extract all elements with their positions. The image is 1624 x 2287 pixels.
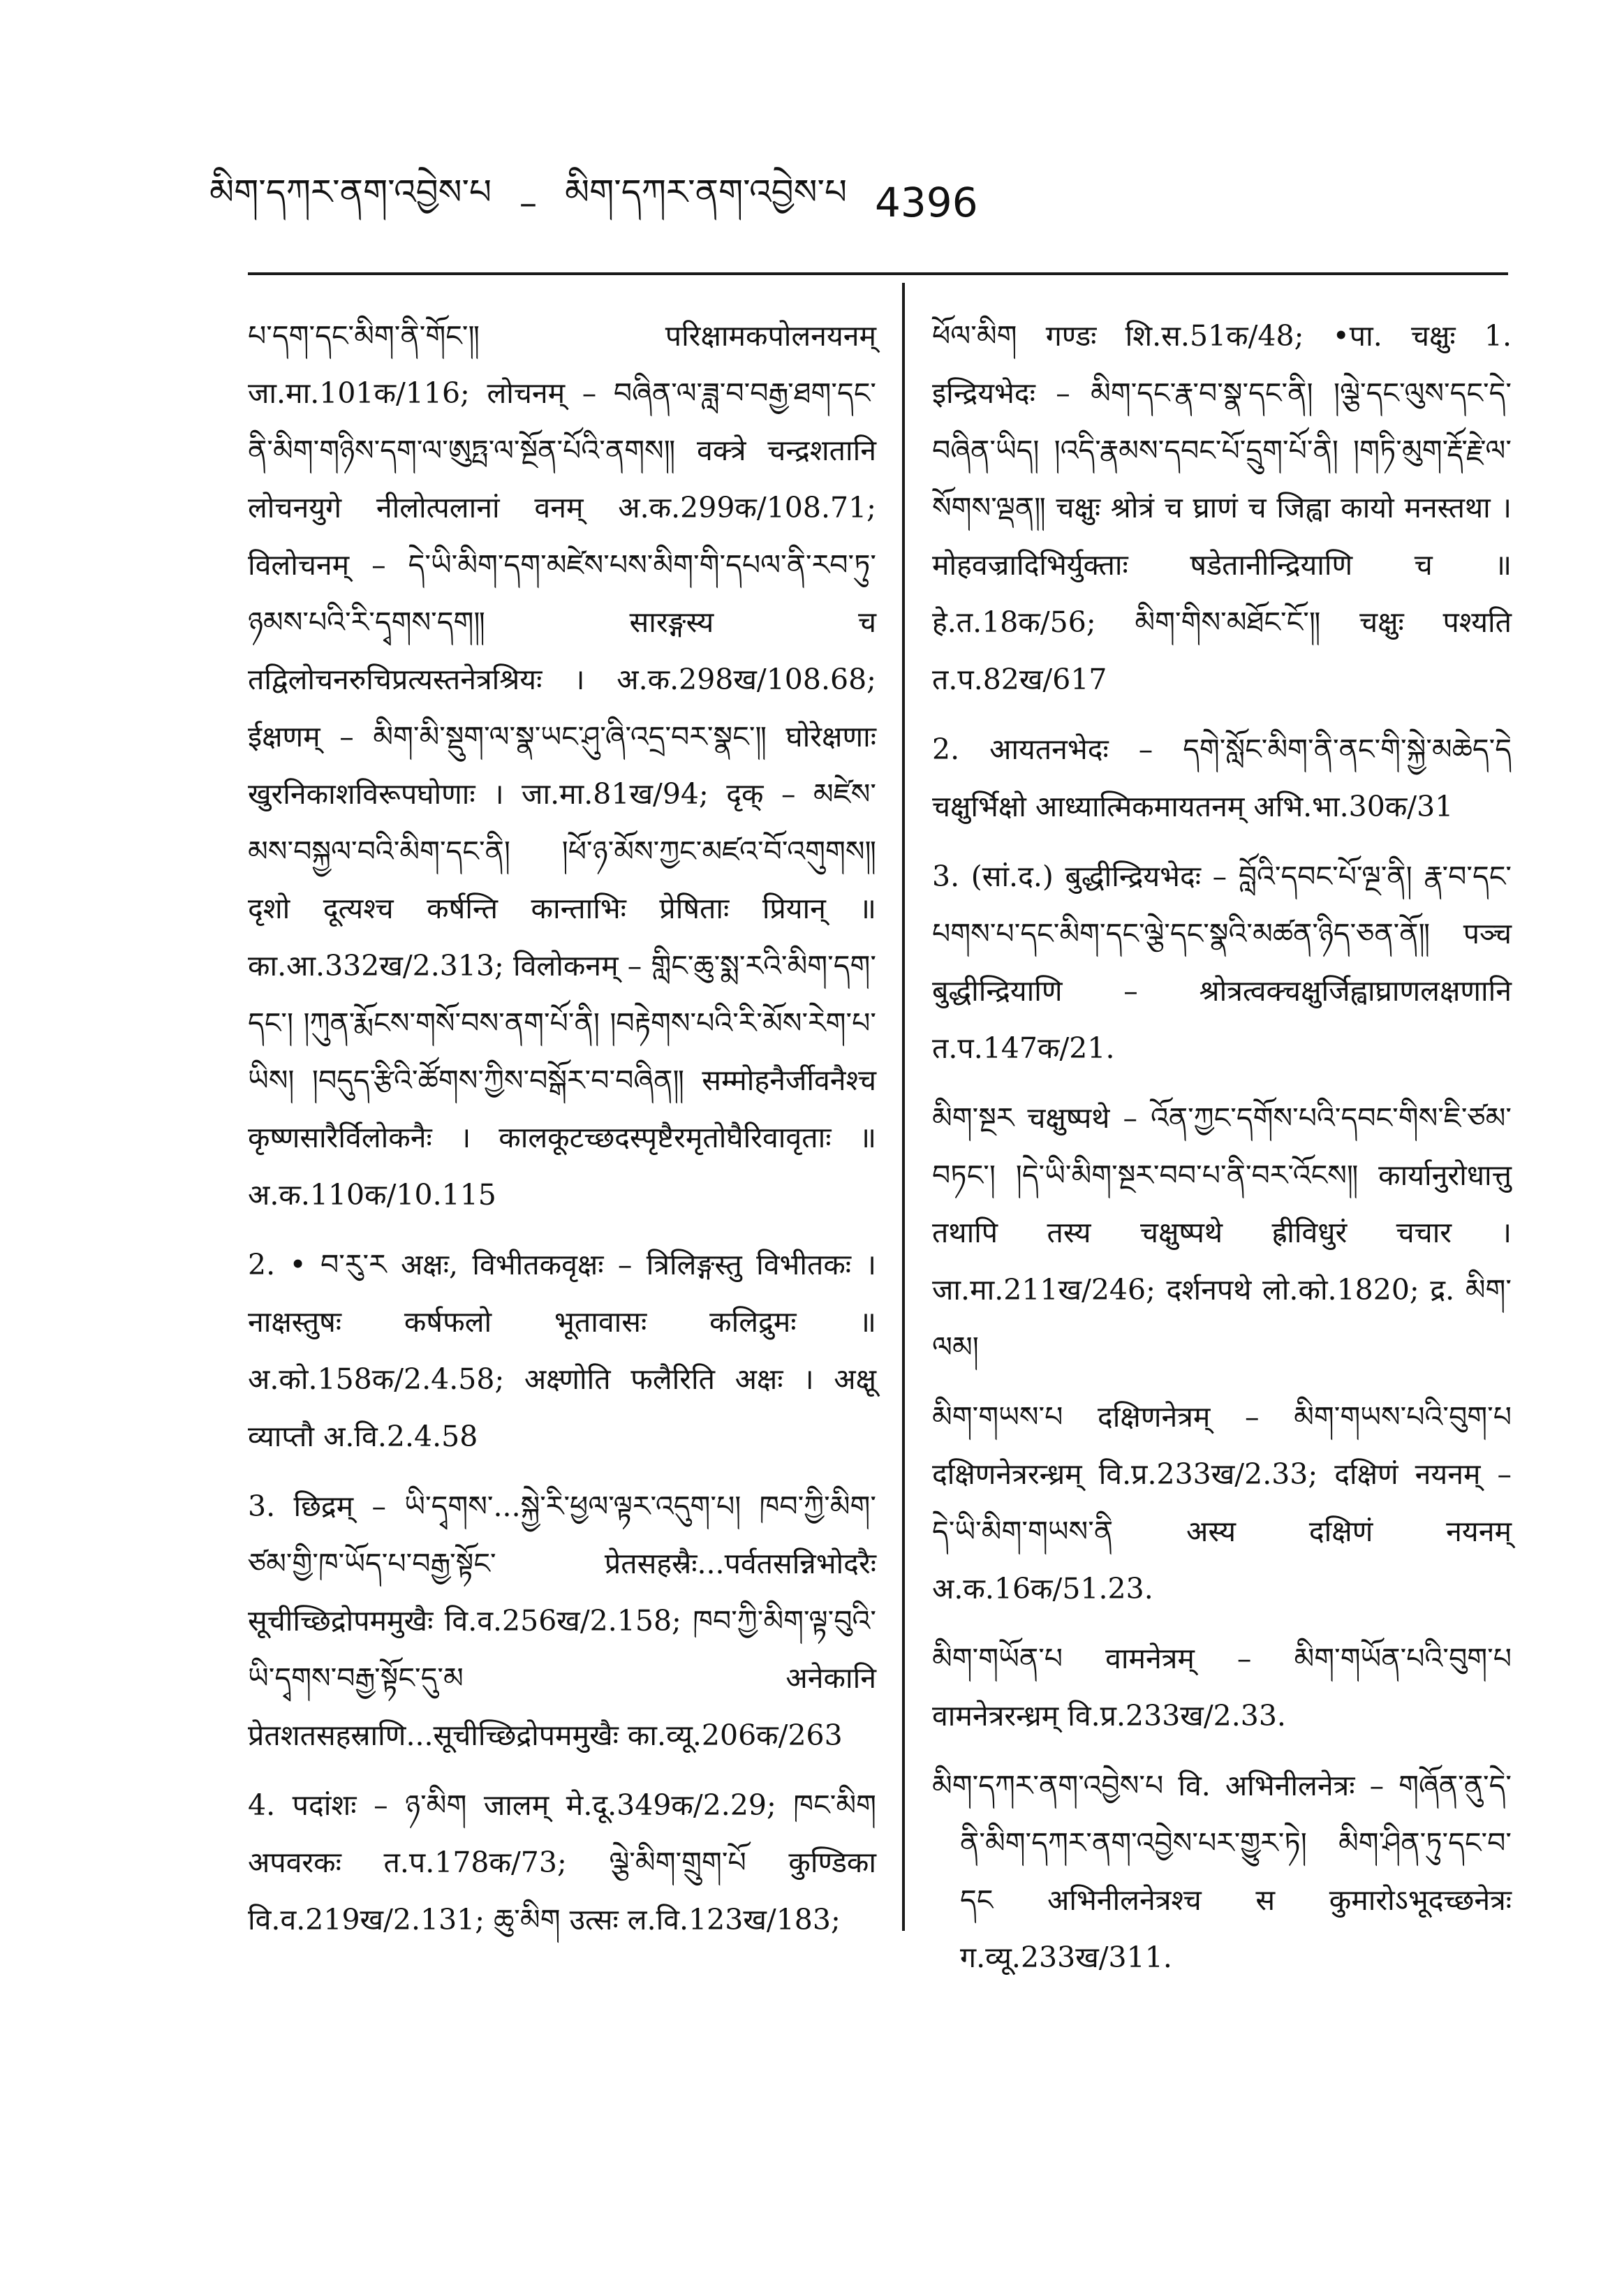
right-paragraph-3: 3. (सां.द.) बुद्धीन्द्रियभेदः – བློའི་དབང་པོ་ལྔ་ནི། རྣ་བ་དང་ པགས་པ་དང་མིག་དང་ལྕེ་དང་སྣའི་མཚན་ཉིད་ཅན་ནོ༎ पञ्च बुद्धीन्द्रियाणि – श्रोत्रत्वक्चक्षुर्जिह्वाघ्राणलक्षणानि त.प.147क/21. [932, 860, 1512, 1065]
left-paragraph-3: 3. छिद्रम् – ཡི་དྭགས་...སྐྱེ་རི་ཕྱལ་ལྟར་འདུག་པ། ཁབ་ཀྱི་མིག་ཙམ་གྱི་ཁ་ཡོད་པ་བརྒྱ་སྟོང་ प्रेतसहस्रैः...पर्वतसन्निभोदरैः सूचीच्छिद्रोपममुखैः वि.व.256ख/2.158; ཁབ་ཀྱི་མིག་ལྟ་བུའི་ཡི་དྭགས་བརྒྱ་སྟོང་དུ་མ अनेकानि प्रेतशतसहस्राणि...सूचीच्छिद्रोपममुखैः का.व्यू.206क/263 [248, 1490, 876, 1752]
right-paragraph-2: 2. आयतनभेदः – དགེ་སློང་མིག་ནི་ནང་གི་སྐྱེ་མཆེད་དེ चक्षुर्भिक्षो आध्यात्मिकमायतनम् अभि.भा.30क/31 [932, 733, 1512, 823]
running-header [209, 164, 1229, 241]
header-rule [248, 272, 1508, 275]
column-divider [902, 283, 905, 1931]
dictionary-entry-vamanetram: མིག་གཡོན་པ वामनेत्रम् – མིག་གཡོན་པའི་བུག་པ वामनेत्ररन्ध्रम् वि.प्र.233ख/2.33. [932, 1642, 1512, 1733]
header-right-term: མིག་དཀར་ནག་འབྱེས་པ [565, 172, 847, 212]
left-paragraph-2: 2. • བ་རུ་ར अक्षः, विभीतकवृक्षः – त्रिलिङ्गस्तु विभीतकः । नाक्षस्तुषः कर्षफलो भूतावासः कलिद्रुमः ॥ अ.को.158क/2.4.58; अक्ष्णोति फलैरिति अक्षः । अक्षू व्याप्तौ अ.वि.2.4.58 [248, 1248, 876, 1453]
right-column [932, 307, 1512, 1999]
page-number: 4396 [875, 179, 978, 226]
dictionary-entry-chakshushpathe: མིག་སྔར चक्षुष्पथे – འོན་ཀྱང་དགོས་པའི་དབང་གིས་ཇི་ཙམ་བཏང་། །དེ་ཡི་མིག་སྔར་བབ་པ་ནི་བར་འོངས༎ कार्यानुरोधात्तु तथापि तस्य चक्षुष्पथे ह्रीविधुरं चचार । जा.मा.211ख/246; दर्शनपथे लो.को.1820; द्र. མིག་ལམ། [932, 1101, 1512, 1364]
left-paragraph-1: པ་དག་དང་མིག་ནི་གོང་༎ परिक्षामकपोलनयनम् जा.मा.101क/116; लोचनम् – བཞིན་ལ་ཟླ་བ་བརྒྱ་ཐག་དང་ནི་མིག་གཉིས་དག་ལ་ཨུཏྤ་ལ་སྔོན་པོའི་ནགས༎ वक्त्रे चन्द्रशतानि लोचनयुगे नीलोत्पलानां वनम् अ.क.299क/108.71; विलोचनम् – དེ་ཡི་མིག་དག་མཛེས་པས་མིག་གི་དཔལ་ནི་རབ་ཏུ་ཉམས་པའི་རི་དྭགས་དག༎ सारङ्गस्य च तद्विलोचनरुचिप्रत्यस्तनेत्रश्रियः । अ.क.298ख/108.68; ईक्षणम् – མིག་མི་སྡུག་ལ་སྣ་ཡང་ཤུ་ཞི་འདྲ་བར་སྣང་༎ घोरेक्षणाः खुरनिकाशविरूपघोणाः । जा.मा.81ख/94; दृक् – མཛེས་མས་བསྐྱལ་བའི་མིག་དང་ནི། །ཕོ་ཉ་མོས་ཀྱང་མཛའ་བོ་འགུགས༎ दृशो दूत्यश्च कर्षन्ति कान्ताभिः प्रेषिताः प्रियान् ॥ का.आ.332ख/2.313; विलोकनम् – གླིང་ཆུ་སྨ་རའི་མིག་དག་དང་། །ཀུན་རྨོངས་གསོ་བས་ནག་པོ་ནི། །བརྟེགས་པའི་རི་མོས་རེག་པ་ཡིས། །བདུད་རྩིའི་ཚོགས་ཀྱིས་བསྒོར་བ་བཞིན༎ सम्मोहनैर्जीवनैश्च कृष्णसारैर्विलोकनैः । कालकूटच्छदस्पृष्टैरमृतोघैरिवावृताः ॥ अ.क.110क/10.115 [248, 319, 876, 1212]
left-column [248, 307, 876, 1961]
right-paragraph-1: ཕོལ་མིག गण्डः शि.स.51क/48; •पा. चक्षुः 1. इन्द्रियभेदः – མིག་དང་རྣ་བ་སྣ་དང་ནི། །ལྕེ་དང་ལུས་དང་དེ་བཞིན་ཡིད། །འདི་རྣམས་དབང་པོ་དྲུག་པོ་ནི། །གཏི་མུག་རྡོ་རྗེ་ལ་སོགས་ལྡན༎ चक्षुः श्रोत्रं च घ्राणं च जिह्वा कायो मनस्तथा । मोहवज्रादिभिर्युक्ताः षडेतानीन्द्रियाणि च ॥ हे.त.18क/56; མིག་གིས་མཐོང་ངོ་༎ चक्षुः पश्यति त.प.82ख/617 [932, 319, 1512, 696]
dictionary-entry-dakshinanetram: མིག་གཡས་པ दक्षिणनेत्रम् – མིག་གཡས་པའི་བུག་པ दक्षिणनेत्ररन्ध्रम् वि.प्र.233ख/2.33; दक्षिणं नयनम् – དེ་ཡི་མིག་གཡས་ནི अस्य दक्षिणं नयनम् अ.क.16क/51.23. [932, 1400, 1512, 1605]
dictionary-entry-abhinilanetrah: མིག་དཀར་ནག་འབྱེས་པ वि. अभिनीलनेत्रः – གཞོན་ནུ་དེ་ནི་མིག་དཀར་ནག་འབྱེས་པར་གྱུར་ཏེ། མིག་ཤིན་ཏུ་དང་བ་དང अभिनीलनेत्रश्च स कुमारोऽभूदच्छनेत्रः ग.व्यू.233ख/311. [932, 1769, 1512, 1974]
header-left-term: མིག་དཀར་ནག་འབྱེས་པ [209, 172, 492, 212]
left-paragraph-4: 4. पदांशः – ཉ་མིག जालम् मे.दू.349क/2.29; ཁང་མིག अपवरकः त.प.178क/73; ལྕེ་མིག་གྲུག་པོ कुण्डिका वि.व.219ख/2.131; ཆུ་མིག उत्सः ल.वि.123ख/183; [248, 1788, 876, 1936]
header-separator: – [519, 182, 537, 223]
